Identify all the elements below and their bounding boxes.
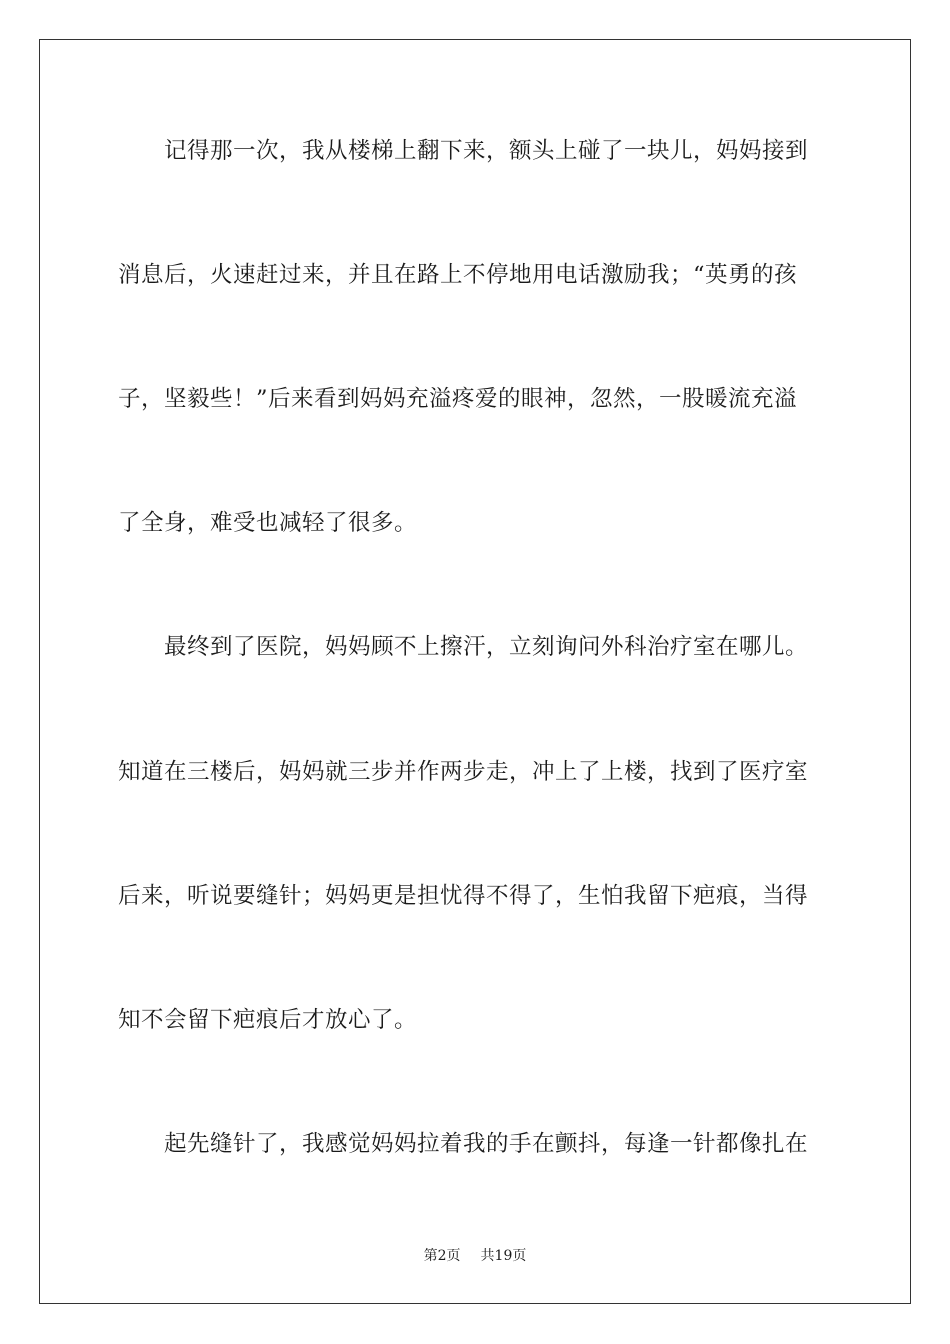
text-line: 消息后，火速赶过来，并且在路上不停地用电话激励我；“英勇的孩	[118, 262, 798, 288]
page-footer	[0, 1246, 950, 1266]
page-number: 第2页	[423, 1248, 461, 1264]
text-line: 起先缝针了，我感觉妈妈拉着我的手在颤抖，每逢一针都像扎在	[164, 1131, 809, 1157]
text-line: 了全身，难受也减轻了很多。	[118, 510, 418, 536]
page-total: 共19页	[480, 1248, 527, 1264]
text-line: 子，坚毅些！”后来看到妈妈充溢疼爱的眼神，忽然，一股暖流充溢	[118, 386, 798, 412]
text-line: 最终到了医院，妈妈顾不上擦汗，立刻询问外科治疗室在哪儿。	[164, 634, 809, 660]
text-line: 后来，听说要缝针；妈妈更是担忧得不得了，生怕我留下疤痕，当得	[118, 883, 809, 909]
text-line: 记得那一次，我从楼梯上翻下来，额头上碰了一块儿，妈妈接到	[164, 138, 809, 164]
text-line: 知道在三楼后，妈妈就三步并作两步走，冲上了上楼，找到了医疗室	[118, 759, 809, 785]
text-line: 知不会留下疤痕后才放心了。	[118, 1007, 418, 1033]
page-border	[39, 39, 911, 1304]
